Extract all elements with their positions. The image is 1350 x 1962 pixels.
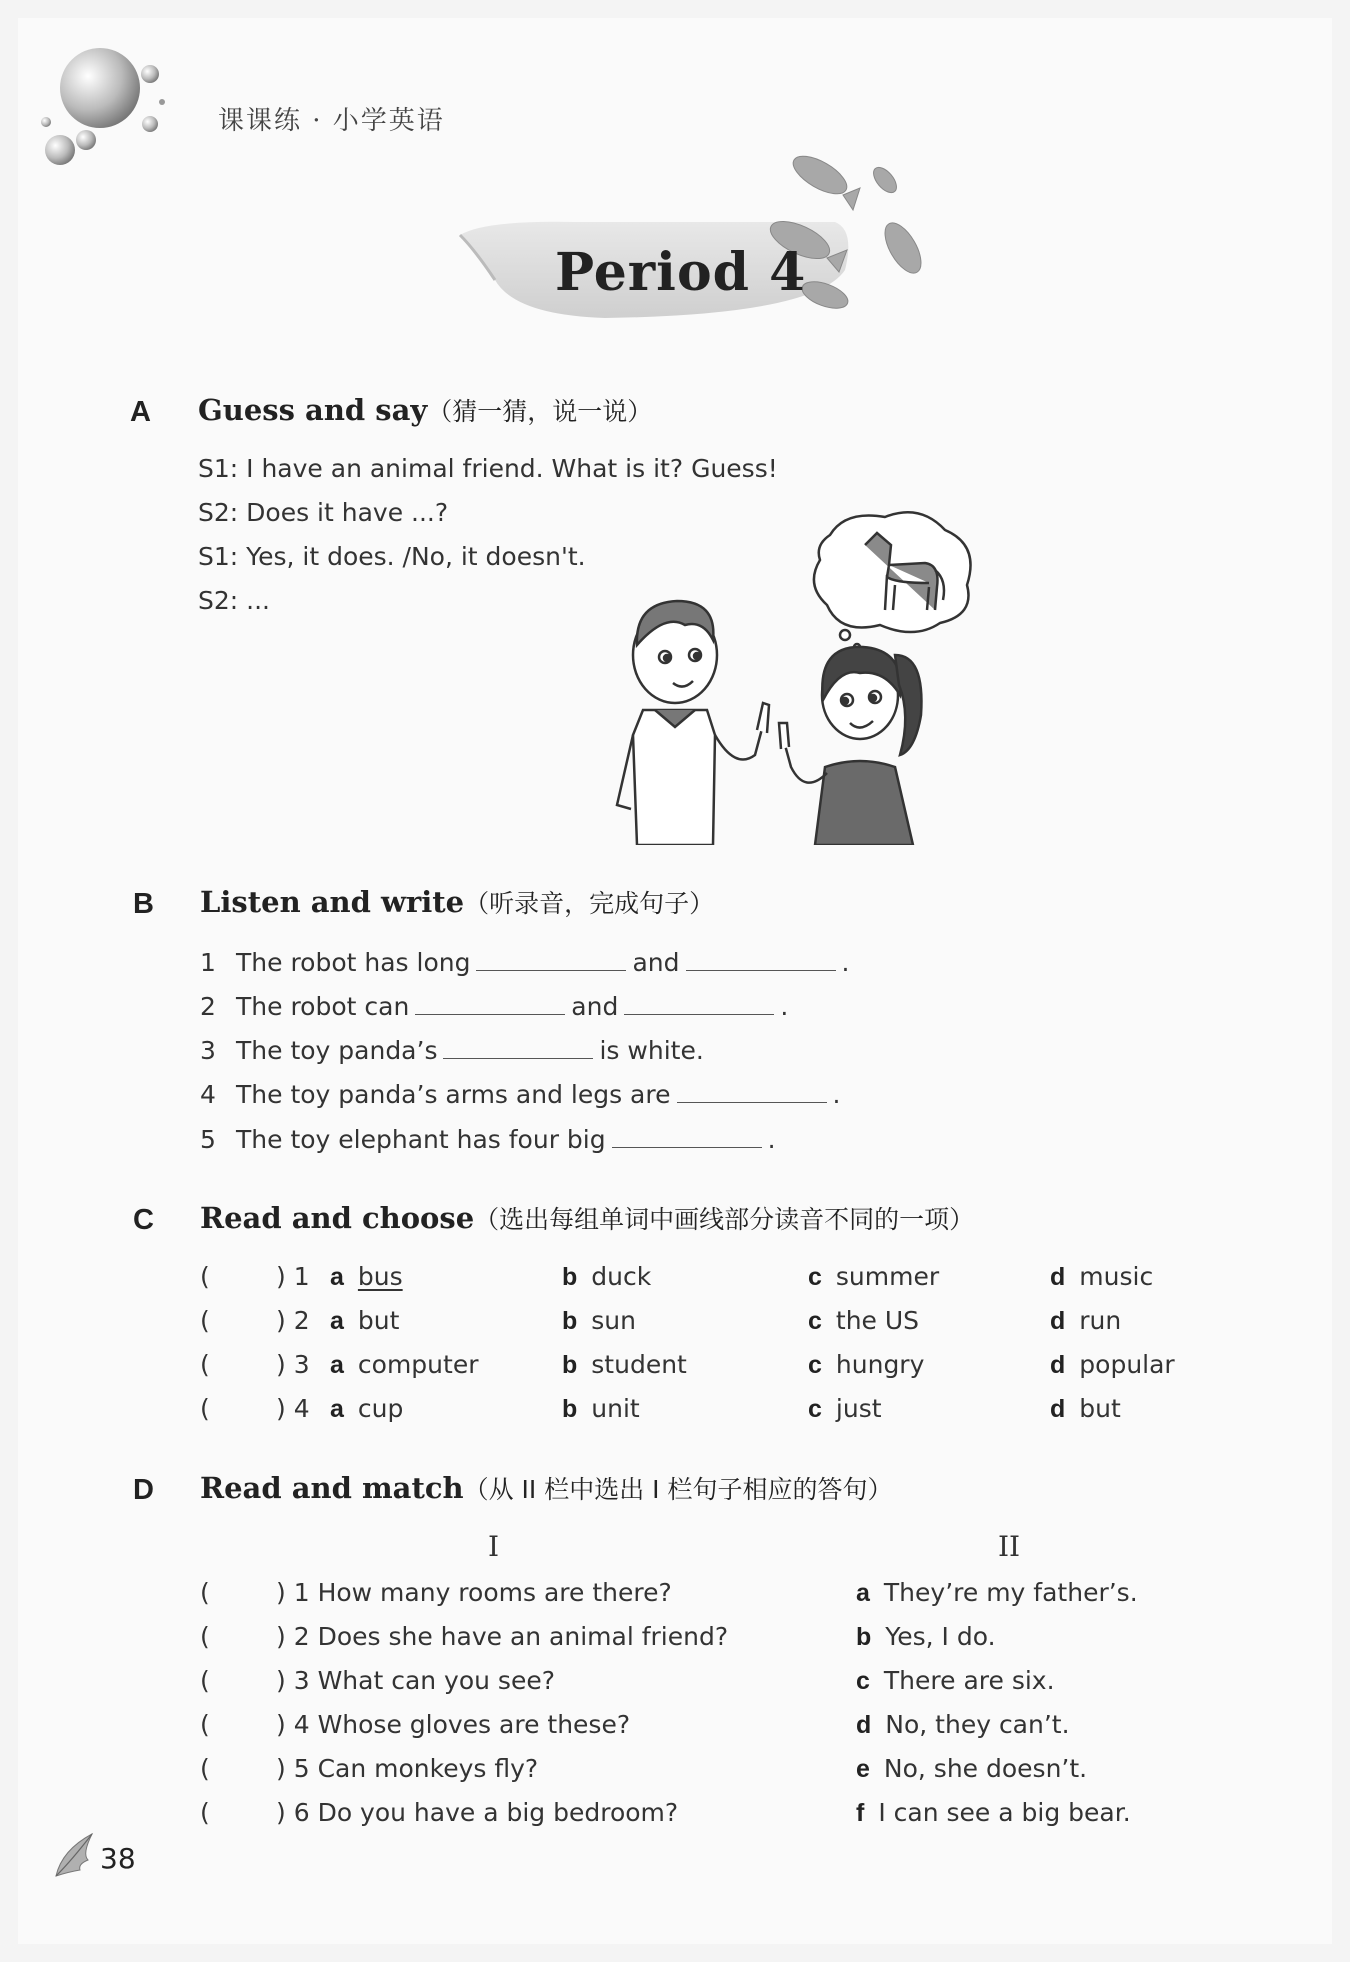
question-item: ) 4 Whose gloves are these? (276, 1710, 631, 1739)
option-d: d music (1050, 1262, 1154, 1291)
section-b-subtitle: （听录音，完成句子） (464, 889, 715, 918)
item-number: 1 (200, 948, 216, 977)
option-a: a bus (330, 1262, 403, 1291)
option-b: b student (562, 1350, 687, 1379)
item-text: The robot can (236, 992, 410, 1021)
column-i-heading: I (488, 1530, 500, 1563)
option-a: a cup (330, 1394, 404, 1423)
answer-blank[interactable] (686, 949, 836, 971)
book-title: 课课练 · 小学英语 (218, 106, 445, 136)
option-c: c just (808, 1394, 882, 1423)
answer-item: e No, she doesn’t. (856, 1754, 1088, 1783)
option-b: b unit (562, 1394, 640, 1423)
option-c: c the US (808, 1306, 920, 1335)
list-item (200, 1125, 776, 1154)
section-c-subtitle: （选出每组单词中画线部分读音不同的一项） (474, 1205, 975, 1234)
answer-paren-open[interactable]: ( (200, 1262, 210, 1291)
answer-item: d No, they can’t. (856, 1710, 1070, 1739)
option-b: b sun (562, 1306, 636, 1335)
section-a-subtitle: （猜一猜，说一说） (427, 397, 653, 426)
item-text: . (841, 948, 850, 977)
answer-paren-open[interactable]: ( (200, 1710, 210, 1739)
answer-blank[interactable] (624, 993, 774, 1015)
section-b-title (200, 884, 714, 920)
question-number: ) 1 (276, 1262, 310, 1291)
item-text: The robot has long (236, 948, 471, 977)
question-item: ) 1 How many rooms are there? (276, 1578, 672, 1607)
section-a-letter: A (130, 396, 151, 428)
answer-blank[interactable] (415, 993, 565, 1015)
section-d-letter: D (133, 1474, 154, 1506)
answer-paren-open[interactable]: ( (200, 1622, 210, 1651)
item-text: The toy elephant has four big (236, 1125, 606, 1154)
section-d-subtitle: （从 II 栏中选出 I 栏句子相应的答句） (463, 1475, 893, 1504)
option-d: d but (1050, 1394, 1121, 1423)
section-a-title (198, 392, 652, 428)
option-d: d popular (1050, 1350, 1175, 1379)
section-c-title-text: Read and choose (200, 1201, 475, 1235)
question-item: ) 6 Do you have a big bedroom? (276, 1798, 679, 1827)
dialogue-line: S2: ... (198, 586, 270, 615)
section-c-title (200, 1200, 974, 1236)
list-item (200, 992, 788, 1021)
answer-item: a They’re my father’s. (856, 1578, 1138, 1607)
answer-paren-open[interactable]: ( (200, 1578, 210, 1607)
list-item (200, 1080, 840, 1109)
answer-paren-open[interactable]: ( (200, 1394, 210, 1423)
question-number: ) 4 (276, 1394, 310, 1423)
answer-paren-open[interactable]: ( (200, 1306, 210, 1335)
item-text: and (571, 992, 619, 1021)
item-text: and (632, 948, 680, 977)
item-text: . (767, 1125, 776, 1154)
kids-illustration-icon (595, 505, 995, 845)
answer-blank[interactable] (476, 949, 626, 971)
answer-blank[interactable] (443, 1037, 593, 1059)
dialogue-line: S2: Does it have ...? (198, 498, 449, 527)
page-title: Period 4 (555, 242, 807, 303)
option-d: d run (1050, 1306, 1122, 1335)
answer-item: b Yes, I do. (856, 1622, 996, 1651)
item-number: 3 (200, 1036, 216, 1065)
dialogue-line: S1: I have an animal friend. What is it? Guess! (198, 454, 778, 483)
item-text: is white. (599, 1036, 704, 1065)
section-c-letter: C (133, 1204, 154, 1236)
item-text: . (780, 992, 789, 1021)
answer-paren-open[interactable]: ( (200, 1350, 210, 1379)
section-b-title-text: Listen and write (200, 885, 465, 919)
section-a-title-text: Guess and say (198, 393, 428, 427)
option-b: b duck (562, 1262, 652, 1291)
page-number: 38 (100, 1842, 136, 1875)
question-number: ) 3 (276, 1350, 310, 1379)
item-text: The toy panda’s (236, 1036, 438, 1065)
column-ii-heading: II (998, 1530, 1021, 1563)
item-number: 5 (200, 1125, 216, 1154)
answer-blank[interactable] (677, 1081, 827, 1103)
list-item (200, 948, 849, 977)
option-c: c hungry (808, 1350, 925, 1379)
item-number: 4 (200, 1080, 216, 1109)
section-d-title-text: Read and match (200, 1471, 464, 1505)
section-b-letter: B (133, 888, 154, 920)
answer-item: c There are six. (856, 1666, 1055, 1695)
bubbles-decoration-icon (38, 44, 178, 184)
item-text: . (832, 1080, 841, 1109)
option-a: a computer (330, 1350, 479, 1379)
answer-paren-open[interactable]: ( (200, 1754, 210, 1783)
option-c: c summer (808, 1262, 940, 1291)
answer-paren-open[interactable]: ( (200, 1798, 210, 1827)
item-text: The toy panda’s arms and legs are (236, 1080, 671, 1109)
list-item (200, 1036, 704, 1065)
option-a: a but (330, 1306, 400, 1335)
answer-paren-open[interactable]: ( (200, 1666, 210, 1695)
section-d-title (200, 1470, 893, 1506)
question-item: ) 5 Can monkeys fly? (276, 1754, 539, 1783)
answer-blank[interactable] (612, 1126, 762, 1148)
answer-item: f I can see a big bear. (856, 1798, 1131, 1827)
feather-icon (52, 1830, 100, 1880)
dialogue-line: S1: Yes, it does. /No, it doesn't. (198, 542, 586, 571)
item-number: 2 (200, 992, 216, 1021)
question-number: ) 2 (276, 1306, 310, 1335)
question-item: ) 3 What can you see? (276, 1666, 555, 1695)
question-item: ) 2 Does she have an animal friend? (276, 1622, 729, 1651)
